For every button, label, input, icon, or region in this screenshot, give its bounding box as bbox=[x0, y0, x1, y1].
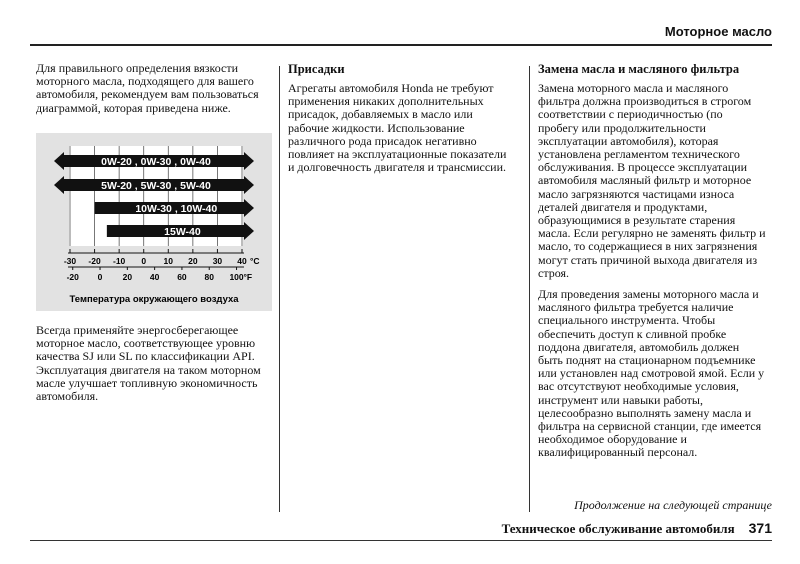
oil-viscosity-chart bbox=[36, 133, 272, 311]
chart-x-axis-label: Температура окружающего воздуха bbox=[69, 294, 239, 305]
energy-saving-oil-text: Всегда применяйте энергосберегающее моторное масло, соответствующее уровню качества SJ или SL по классификации API. Эксплуатация двигателя на таком моторном масле улучшает топливную экономичность автомобиля. bbox=[36, 323, 261, 404]
viscosity-bar-label: 15W-40 bbox=[164, 226, 201, 238]
celsius-tick-label: -30 bbox=[63, 256, 77, 266]
viscosity-intro-text: Для правильного определения вязкости моторного масла, подходящего для вашего автомобиля, рекомендуем вам пользоваться диаграммой, которая приведена ниже. bbox=[36, 61, 259, 115]
column-divider-1 bbox=[279, 66, 280, 512]
fahrenheit-tick-label: 0 bbox=[97, 272, 103, 282]
page-number: 371 bbox=[748, 520, 772, 536]
celsius-tick-label: -20 bbox=[88, 256, 101, 266]
celsius-tick-label: 10 bbox=[163, 256, 174, 266]
viscosity-chart-svg bbox=[36, 133, 272, 311]
oil-change-paragraph-1: Замена моторного масла и масляного фильтра должна производиться в строгом соответствии с периодичностью (по пробегу или продолжительности эксплуатации автомобиля), которая установлена регламентом технического обслуживания. В процессе эксплуатации автомобиля масляный фильтр и моторное масло загрязняются частицами износа деталей двигателя и продуктами, образующимися в результате старения масла. Если регулярно не заменять фильтр и масло, то содержащиеся в них загрязнения могут стать причиной выхода двигателя из строя. bbox=[538, 81, 766, 280]
fahrenheit-unit-label: °F bbox=[243, 272, 253, 282]
header-rule bbox=[30, 44, 772, 46]
celsius-tick-label: 30 bbox=[212, 256, 223, 266]
additives-heading: Присадки bbox=[288, 62, 345, 76]
fahrenheit-tick-label: -20 bbox=[66, 272, 79, 282]
oil-change-heading: Замена масла и масляного фильтра bbox=[538, 62, 740, 76]
celsius-tick-label: 20 bbox=[188, 256, 198, 266]
column-middle bbox=[288, 62, 513, 174]
celsius-tick-label: 0 bbox=[141, 256, 147, 266]
footer-rule bbox=[30, 540, 772, 541]
footer-section-title: Техническое обслуживание автомобиля bbox=[501, 521, 735, 536]
fahrenheit-tick-label: 100 bbox=[229, 272, 244, 282]
fahrenheit-tick-label: 40 bbox=[149, 272, 160, 282]
viscosity-bar-label: 10W-30 , 10W-40 bbox=[135, 203, 218, 215]
fahrenheit-tick-label: 80 bbox=[204, 272, 214, 282]
continued-note: Продолжение на следующей странице bbox=[574, 498, 772, 512]
fahrenheit-tick-label: 60 bbox=[177, 272, 187, 282]
additives-text: Агрегаты автомобиля Honda не требуют применения никаких дополнительных присадок, добавляемых в масло или рабочие жидкости. Использование различного рода присадок негативно повлияет на эксплуатационные показатели и долговечность двигателя и трансмиссии. bbox=[288, 81, 507, 175]
column-left-lower bbox=[36, 324, 262, 403]
column-left bbox=[36, 62, 262, 115]
page-header-title: Моторное масло bbox=[664, 24, 772, 39]
page-footer bbox=[502, 520, 772, 537]
column-divider-2 bbox=[529, 66, 530, 512]
celsius-tick-label: -10 bbox=[112, 256, 126, 266]
celsius-unit-label: °C bbox=[250, 256, 260, 266]
celsius-tick-label: 40 bbox=[237, 256, 247, 266]
oil-change-paragraph-2: Для проведения замены моторного масла и масляного фильтра требуется наличие специального инструмента. Чтобы обеспечить доступ к сливной пробке поддона двигателя, автомобиль должен быть поднят на стационарном подъемнике или установлен над смотровой ямой. Если у вас отсутствуют необходимые условия, инструмент или навыки работы, целесообразно выполнять замену масла и фильтра на сервисной станции, где имеется необходимое оборудование и квалифицированный персонал. bbox=[538, 287, 765, 460]
fahrenheit-tick-label: 20 bbox=[122, 272, 133, 282]
viscosity-bar-label: 5W-20 , 5W-30 , 5W-40 bbox=[101, 180, 211, 192]
viscosity-bar-label: 0W-20 , 0W-30 , 0W-40 bbox=[101, 156, 211, 168]
column-right bbox=[538, 62, 766, 460]
